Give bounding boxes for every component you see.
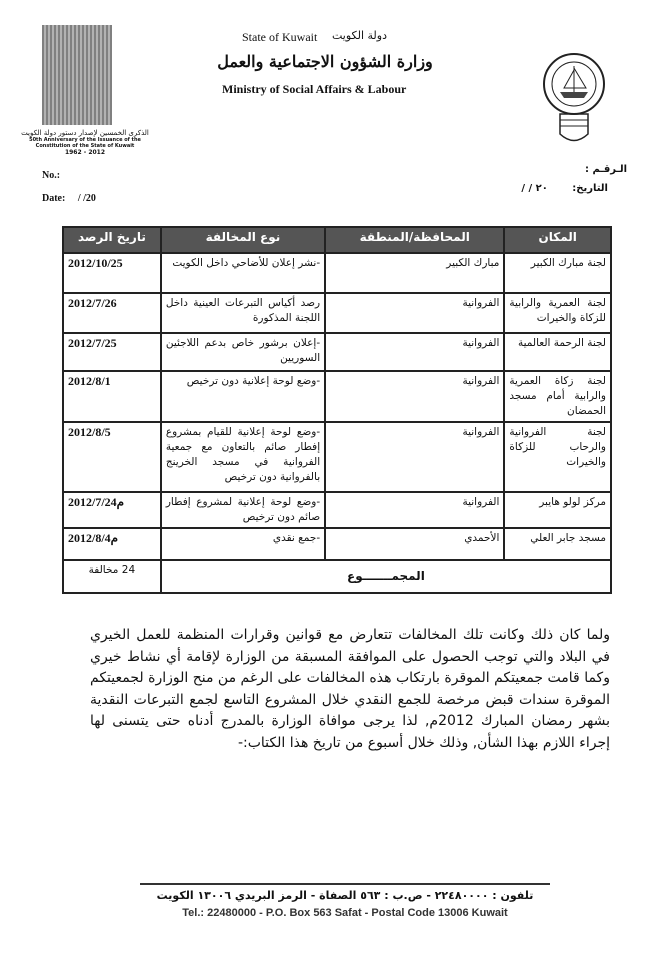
violation-cell: -وضع لوحة إعلانية دون ترخيص xyxy=(161,371,325,422)
column-header-place: المكان xyxy=(504,227,611,253)
column-header-violation: نوع المخالفة xyxy=(161,227,325,253)
place-cell: مسجد جابر العلي xyxy=(504,528,611,560)
violation-cell: -جمع نقدي xyxy=(161,528,325,560)
date-label xyxy=(42,193,96,204)
table-row xyxy=(63,293,611,333)
place-cell: لجنة الفروانية والرحاب للزكاة والخيرات xyxy=(504,422,611,492)
place-cell: لجنة العمرية والرابية للزكاة والخيرات xyxy=(504,293,611,333)
column-header-region: المحافظة/المنطقة xyxy=(325,227,504,253)
table-row xyxy=(63,528,611,560)
date-cell: 2012/8/5 xyxy=(63,422,161,492)
violation-cell: رصد أكياس التبرعات العينية داخل اللجنة المذكورة xyxy=(161,293,325,333)
table-row xyxy=(63,253,611,293)
date-value-ar: ٢٠ / / xyxy=(521,183,548,194)
region-cell: مبارك الكبير xyxy=(325,253,504,293)
table-header-row xyxy=(63,227,611,253)
table-row xyxy=(63,371,611,422)
anniversary-logo xyxy=(20,25,150,156)
region-cell: الأحمدي xyxy=(325,528,504,560)
body-paragraph: ولما كان ذلك وكانت تلك المخالفات تتعارض مع قوانين وقرارات المنظمة للعمل الخيري في البلاد والتي توجب الحصول على الموافقة المسبقة من الوزارة لإقامة أي نشاط خيري وكما قامت جمعيتكم الموقرة بارتكاب هذه المخالفات على الرغم من منح الوزارة لجمعيتكم الموقرة سندات قبض مرخصة للجمع النقدي خلال المشروع التاسع لجمع التبرعات النقدية بشهر رمضان المبارك 2012م, لذا يرجى موافاة الوزارة بالمدرج أدناه حتى يتسنى لها إجراء اللازم بهذا الشأن, وذلك خلال أسبوع من تاريخ هذا الكتاب:- xyxy=(90,627,610,751)
date-label-text: Date: xyxy=(42,193,66,204)
place-cell: لجنة الرحمة العالمية xyxy=(504,333,611,371)
number-label-ar: الـرقـم : xyxy=(585,164,628,175)
place-cell: مركز لولو هايبر xyxy=(504,492,611,528)
state-title-ar: دولة الكويت xyxy=(332,29,387,42)
region-cell: الفروانية xyxy=(325,371,504,422)
region-cell: الفروانية xyxy=(325,293,504,333)
date-label-ar-text: التاريخ: xyxy=(572,183,608,194)
anniversary-text-ar: الذكرى الخمسين لإصدار دستور دولة الكويت xyxy=(21,129,149,137)
date-label-ar xyxy=(483,183,608,194)
date-cell: 2012/10/25 xyxy=(63,253,161,293)
region-cell: الفروانية xyxy=(325,333,504,371)
state-title-en: State of Kuwait xyxy=(242,30,318,44)
anniversary-years: 1962 - 2012 xyxy=(64,149,106,156)
table-row xyxy=(63,333,611,371)
anniversary-text-en: 50th Anniversary of the Issuance of the Constitution of the State of Kuwait xyxy=(29,137,141,149)
footer-divider xyxy=(140,883,550,885)
table-row xyxy=(63,492,611,528)
ministry-name-en: Ministry of Social Affairs & Labour xyxy=(222,82,407,96)
place-cell: لجنة مبارك الكبير xyxy=(504,253,611,293)
ministry-name-ar: وزارة الشؤون الاجتماعية والعمل xyxy=(217,52,433,71)
date-cell: 2012/7/24م xyxy=(63,492,161,528)
footer-contact-ar: تلفون : ٢٢٤٨٠٠٠٠ - ص.ب : ٥٦٣ الصفاة - الرمز البريدي ١٣٠٠٦ الكويت xyxy=(156,889,534,902)
violation-cell: -إعلان برشور خاص بدعم اللاجئين السوريين xyxy=(161,333,325,371)
kuwait-emblem-icon xyxy=(540,52,608,147)
region-cell: الفروانية xyxy=(325,422,504,492)
region-cell: الفروانية xyxy=(325,492,504,528)
date-value: / /20 xyxy=(77,193,96,204)
total-label: المجمـــــــوع xyxy=(161,560,611,593)
date-cell: 2012/8/4م xyxy=(63,528,161,560)
total-value: 24 مخالفة xyxy=(63,560,161,593)
number-label: No.: xyxy=(42,170,61,181)
violation-cell: -وضع لوحة إعلانية للقيام بمشروع إفطار صائم بالتعاون مع جمعية الفروانية في مسجد الخرينج بالفروانية دون ترخيص xyxy=(161,422,325,492)
date-cell: 2012/7/25 xyxy=(63,333,161,371)
place-cell: لجنة زكاة العمرية والرابية أمام مسجد الحمضان xyxy=(504,371,611,422)
tower-image xyxy=(42,25,112,125)
violation-cell: -وضع لوحة إعلانية لمشروع إفطار صائم دون ترخيص xyxy=(161,492,325,528)
table-row xyxy=(63,422,611,492)
date-cell: 2012/7/26 xyxy=(63,293,161,333)
violations-table xyxy=(62,226,612,594)
column-header-date: تاريخ الرصد xyxy=(63,227,161,253)
total-row xyxy=(63,560,611,593)
violation-cell: -نشر إعلان للأضاحي داخل الكويت xyxy=(161,253,325,293)
footer-contact-en: Tel.: 22480000 - P.O. Box 563 Safat - Postal Code 13006 Kuwait xyxy=(182,907,508,919)
date-cell: 2012/8/1 xyxy=(63,371,161,422)
